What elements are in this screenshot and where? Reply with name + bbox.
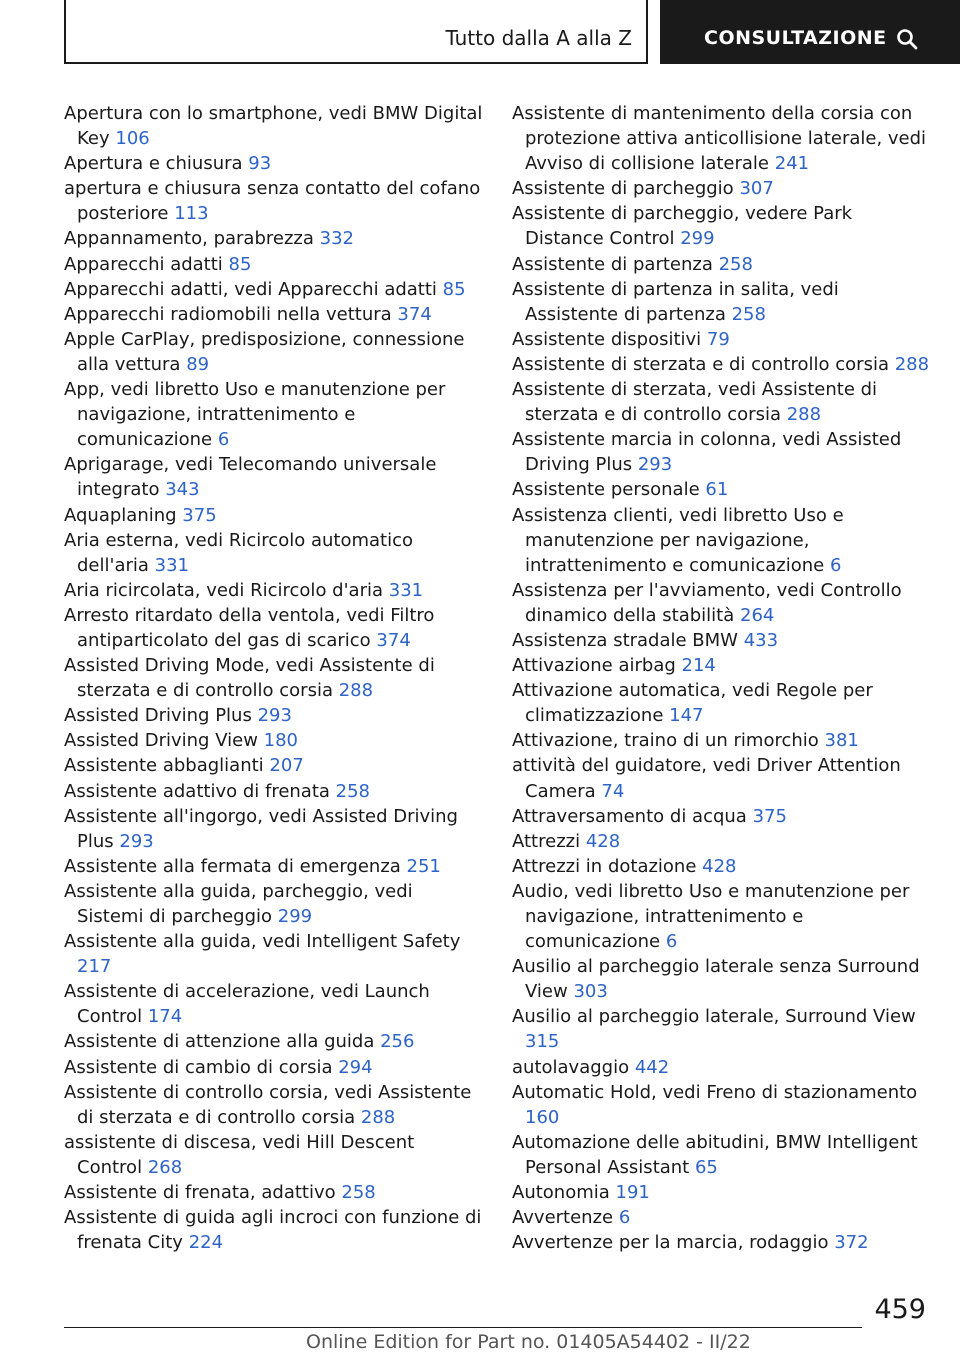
index-entry <box>512 503 936 578</box>
index-term: Assisted Driving Plus <box>64 705 252 727</box>
index-column-right <box>512 101 936 1255</box>
page-reference-link[interactable]: 303 <box>573 981 608 1003</box>
index-entry <box>64 452 484 502</box>
page-reference-link[interactable]: 6 <box>217 429 230 451</box>
index-entry <box>64 578 484 603</box>
index-entry <box>512 101 936 176</box>
index-term: Assistente di controllo corsia, vedi Assistente di sterzata e di controllo corsia <box>64 1081 472 1128</box>
page-reference-link[interactable]: 331 <box>154 554 190 576</box>
index-entry <box>512 201 936 251</box>
index-term: Assistente alla fermata di emergenza <box>64 855 401 877</box>
index-entry <box>512 829 936 854</box>
page-reference-link[interactable]: 293 <box>119 830 154 852</box>
page-reference-link[interactable]: 85 <box>228 253 252 275</box>
page-reference-link[interactable]: 160 <box>525 1106 560 1128</box>
page-reference-link[interactable]: 214 <box>681 655 716 677</box>
index-term: Attrezzi <box>512 830 581 852</box>
index-term: Apparecchi adatti, vedi Apparecchi adatti <box>64 278 437 300</box>
index-entry <box>512 477 936 502</box>
index-term: Aria esterna, vedi Ricircolo automatico dell'aria <box>64 529 413 576</box>
index-term: Assistente abbaglianti <box>64 755 264 777</box>
index-entry <box>512 628 936 653</box>
index-entry <box>64 226 484 251</box>
page-reference-link[interactable]: 191 <box>615 1182 650 1204</box>
index-term: Assistenza clienti, vedi libretto Uso e manutenzione per navigazione, intrattenimento e comunicazione <box>512 504 844 576</box>
page-reference-link[interactable]: 65 <box>694 1156 718 1178</box>
page-reference-link[interactable]: 374 <box>397 303 432 325</box>
page-reference-link[interactable]: 258 <box>341 1182 376 1204</box>
index-term: Attrezzi in dotazione <box>512 855 697 877</box>
index-entry <box>512 954 936 1004</box>
index-entry <box>64 728 484 753</box>
index-term: Apple CarPlay, predisposizione, connessione alla vettura <box>64 328 465 375</box>
search-icon[interactable] <box>896 28 918 54</box>
index-term: attività del guidatore, vedi Driver Attention Camera <box>512 755 901 802</box>
header-frame <box>64 0 648 64</box>
index-entry <box>64 1080 484 1130</box>
index-term: Avvertenze per la marcia, rodaggio <box>512 1232 829 1254</box>
footer-divider <box>64 1327 862 1328</box>
index-term: assistente di discesa, vedi Hill Descent Control <box>64 1131 415 1178</box>
index-term: Ausilio al parcheggio laterale senza Surround View <box>512 956 920 1003</box>
index-entry <box>512 352 936 377</box>
index-term: Assistente alla guida, parcheggio, vedi Sistemi di parcheggio <box>64 880 413 927</box>
index-entry <box>64 176 484 226</box>
page-reference-link[interactable]: 288 <box>894 353 930 375</box>
page-reference-link[interactable]: 428 <box>702 855 737 877</box>
index-term: Assistente di accelerazione, vedi Launch Control <box>64 981 430 1028</box>
index-term: Aria ricircolata, vedi Ricircolo d'aria <box>64 579 384 601</box>
index-term: Attivazione automatica, vedi Regole per climatizzazione <box>512 680 873 727</box>
index-term: Assistente di frenata, adattivo <box>64 1182 336 1204</box>
edition-note: Online Edition for Part no. 01405A54402 - II/22 <box>306 1331 751 1353</box>
index-entry <box>512 1205 936 1230</box>
section-title: Tutto dalla A alla Z <box>445 26 632 50</box>
index-term: Assistente all'ingorgo, vedi Assisted Driving Plus <box>64 805 458 852</box>
index-entry <box>64 753 484 778</box>
index-term: Assistente di sterzata e di controllo corsia <box>512 353 889 375</box>
index-term: Assistente di parcheggio <box>512 178 734 200</box>
index-entry <box>64 1180 484 1205</box>
index-entry <box>64 1205 484 1255</box>
index-term: Ausilio al parcheggio laterale, Surround View <box>512 1006 916 1028</box>
index-entry <box>64 101 484 151</box>
index-term: Attivazione, traino di un rimorchio <box>512 730 819 752</box>
index-term: Assistente di cambio di corsia <box>64 1056 333 1078</box>
index-term: Avvertenze <box>512 1207 614 1229</box>
index-entry <box>64 1130 484 1180</box>
page-reference-link[interactable]: 174 <box>147 1006 183 1028</box>
index-entry <box>64 503 484 528</box>
index-term: Assistente di partenza <box>512 253 713 275</box>
index-entry <box>512 728 936 753</box>
page-reference-link[interactable]: 85 <box>442 278 466 300</box>
index-entry <box>64 252 484 277</box>
index-entry <box>64 854 484 879</box>
index-entry <box>512 804 936 829</box>
page-reference-link[interactable]: 307 <box>739 178 774 200</box>
index-entry <box>64 929 484 979</box>
page-reference-link[interactable]: 433 <box>743 629 779 651</box>
page-reference-link[interactable]: 224 <box>188 1232 224 1254</box>
page-reference-link[interactable]: 6 <box>829 554 842 576</box>
index-term: Arresto ritardato della ventola, vedi Filtro antiparticolato del gas di scarico <box>64 604 435 651</box>
page-reference-link[interactable]: 331 <box>388 579 424 601</box>
chapter-tab[interactable] <box>660 0 960 64</box>
page-reference-link[interactable]: 343 <box>165 479 200 501</box>
index-term: Apertura e chiusura <box>64 153 243 175</box>
page-reference-link[interactable]: 106 <box>115 128 150 150</box>
index-entry <box>64 779 484 804</box>
index-entry <box>512 678 936 728</box>
index-entry <box>512 753 936 803</box>
index-term: Apparecchi adatti <box>64 253 223 275</box>
page-reference-link[interactable]: 113 <box>174 203 209 225</box>
page-reference-link[interactable]: 268 <box>147 1156 183 1178</box>
index-entry <box>64 879 484 929</box>
index-term: Autonomia <box>512 1182 610 1204</box>
page-reference-link[interactable]: 299 <box>680 228 715 250</box>
page-reference-link[interactable]: 89 <box>186 353 210 375</box>
page-reference-link[interactable]: 332 <box>319 228 354 250</box>
page-reference-link[interactable]: 79 <box>706 328 730 350</box>
page-reference-link[interactable]: 299 <box>277 906 313 927</box>
index-entry <box>512 1230 936 1255</box>
index-term: apertura e chiusura senza contatto del cofano posteriore <box>64 178 481 225</box>
page-reference-link[interactable]: 288 <box>786 404 822 426</box>
index-term: Attraversamento di acqua <box>512 805 747 827</box>
index-term: Assistente alla guida, vedi Intelligent Safety <box>64 931 461 953</box>
page-reference-link[interactable]: 74 <box>601 780 625 802</box>
index-term: Assistente di guida agli incroci con funzione di frenata City <box>64 1207 482 1254</box>
page-reference-link[interactable]: 93 <box>248 153 272 175</box>
page-reference-link[interactable]: 217 <box>77 956 112 978</box>
page-reference-link[interactable]: 293 <box>257 705 292 727</box>
index-term: Apparecchi radiomobili nella vettura <box>64 303 392 325</box>
index-entry <box>64 703 484 728</box>
index-entry <box>512 653 936 678</box>
index-column-left <box>64 101 484 1255</box>
index-term: Assistente marcia in colonna, vedi Assisted Driving Plus <box>512 429 902 476</box>
page-reference-link[interactable]: 180 <box>263 730 299 752</box>
index-term: autolavaggio <box>512 1056 630 1078</box>
index-entry <box>512 879 936 954</box>
page-reference-link[interactable]: 147 <box>669 705 704 727</box>
index-term: Assistente dispositivi <box>512 328 702 350</box>
index-entry <box>512 1080 936 1130</box>
index-term: Assistenza stradale BMW <box>512 629 738 651</box>
index-entry <box>512 252 936 277</box>
index-entry <box>64 277 484 302</box>
index-term: Automatic Hold, vedi Freno di stazionamento <box>512 1081 918 1103</box>
index-entry <box>64 377 484 452</box>
index-term: Assistente di attenzione alla guida <box>64 1031 375 1053</box>
page-reference-link[interactable]: 207 <box>269 755 304 777</box>
page-reference-link[interactable]: 294 <box>338 1056 373 1078</box>
index-term: Attivazione airbag <box>512 655 676 677</box>
page-number: 459 <box>874 1294 926 1325</box>
index-term: Assisted Driving View <box>64 730 258 752</box>
index-entry <box>512 327 936 352</box>
index-entry <box>512 578 936 628</box>
index-term: App, vedi libretto Uso e manutenzione per navigazione, intrattenimento e comunicazione <box>64 379 446 451</box>
index-term: Assistenza per l'avviamento, vedi Controllo dinamico della stabilità <box>512 579 902 626</box>
page-reference-link[interactable]: 375 <box>182 504 217 526</box>
index-entry <box>512 1055 936 1080</box>
index-entry <box>64 979 484 1029</box>
index-term: Aprigarage, vedi Telecomando universale integrato <box>64 454 437 501</box>
index-entry <box>512 277 936 327</box>
index-term: Appannamento, parabrezza <box>64 228 314 250</box>
page-reference-link[interactable]: 293 <box>637 454 673 476</box>
page-reference-link[interactable]: 6 <box>665 931 678 953</box>
index-entry <box>512 427 936 477</box>
page-reference-link[interactable]: 374 <box>376 629 411 651</box>
chapter-label: CONSULTAZIONE <box>704 27 887 49</box>
index-entry <box>512 176 936 201</box>
index-entry <box>512 854 936 879</box>
index-entry <box>512 1180 936 1205</box>
index-term: Assistente di parcheggio, vedere Park Distance Control <box>512 203 853 250</box>
index-term: Automazione delle abitudini, BMW Intelligent Personal Assistant <box>512 1131 918 1178</box>
index-entry <box>512 1004 936 1054</box>
page-reference-link[interactable]: 264 <box>740 604 775 626</box>
page-reference-link[interactable]: 288 <box>360 1106 396 1128</box>
page-reference-link[interactable]: 372 <box>834 1232 869 1254</box>
index-term: Assisted Driving Mode, vedi Assistente di sterzata e di controllo corsia <box>64 655 435 702</box>
index-entry <box>64 327 484 377</box>
page-reference-link[interactable]: 258 <box>731 303 766 325</box>
index-term: Assistente di mantenimento della corsia con protezione attiva anticollisione laterale, vedi Avviso di collisione laterale <box>512 103 927 175</box>
index-entry <box>64 302 484 327</box>
index-term: Assistente personale <box>512 479 700 501</box>
page-reference-link[interactable]: 256 <box>380 1031 415 1053</box>
index-entry <box>64 653 484 703</box>
page-reference-link[interactable]: 241 <box>774 153 810 175</box>
index-entry <box>64 151 484 176</box>
index-entry <box>64 804 484 854</box>
page-reference-link[interactable]: 258 <box>718 253 753 275</box>
index-entry <box>512 377 936 427</box>
page-reference-link[interactable]: 315 <box>525 1031 560 1053</box>
page-reference-link[interactable]: 288 <box>338 680 374 702</box>
page-reference-link[interactable]: 258 <box>335 780 371 802</box>
index-entry <box>512 1130 936 1180</box>
index-entry <box>64 528 484 578</box>
index-term: Assistente di partenza in salita, vedi Assistente di partenza <box>512 278 839 325</box>
page-reference-link[interactable]: 428 <box>585 830 621 852</box>
page-reference-link[interactable]: 6 <box>618 1207 631 1229</box>
page-reference-link[interactable]: 61 <box>705 479 729 501</box>
index-entry <box>64 1029 484 1054</box>
page-reference-link[interactable]: 375 <box>752 805 787 827</box>
page-reference-link[interactable]: 251 <box>406 855 441 877</box>
index-term: Assistente di sterzata, vedi Assistente di sterzata e di controllo corsia <box>512 379 878 426</box>
index-entry <box>64 603 484 653</box>
page-reference-link[interactable]: 442 <box>634 1056 670 1078</box>
page-reference-link[interactable]: 381 <box>824 730 859 752</box>
index-term: Apertura con lo smartphone, vedi BMW Digital Key <box>64 103 483 150</box>
index-term: Assistente adattivo di frenata <box>64 780 330 802</box>
index-term: Aquaplaning <box>64 504 177 526</box>
index-entry <box>64 1055 484 1080</box>
index-term: Audio, vedi libretto Uso e manutenzione per navigazione, intrattenimento e comunicazione <box>512 880 910 953</box>
